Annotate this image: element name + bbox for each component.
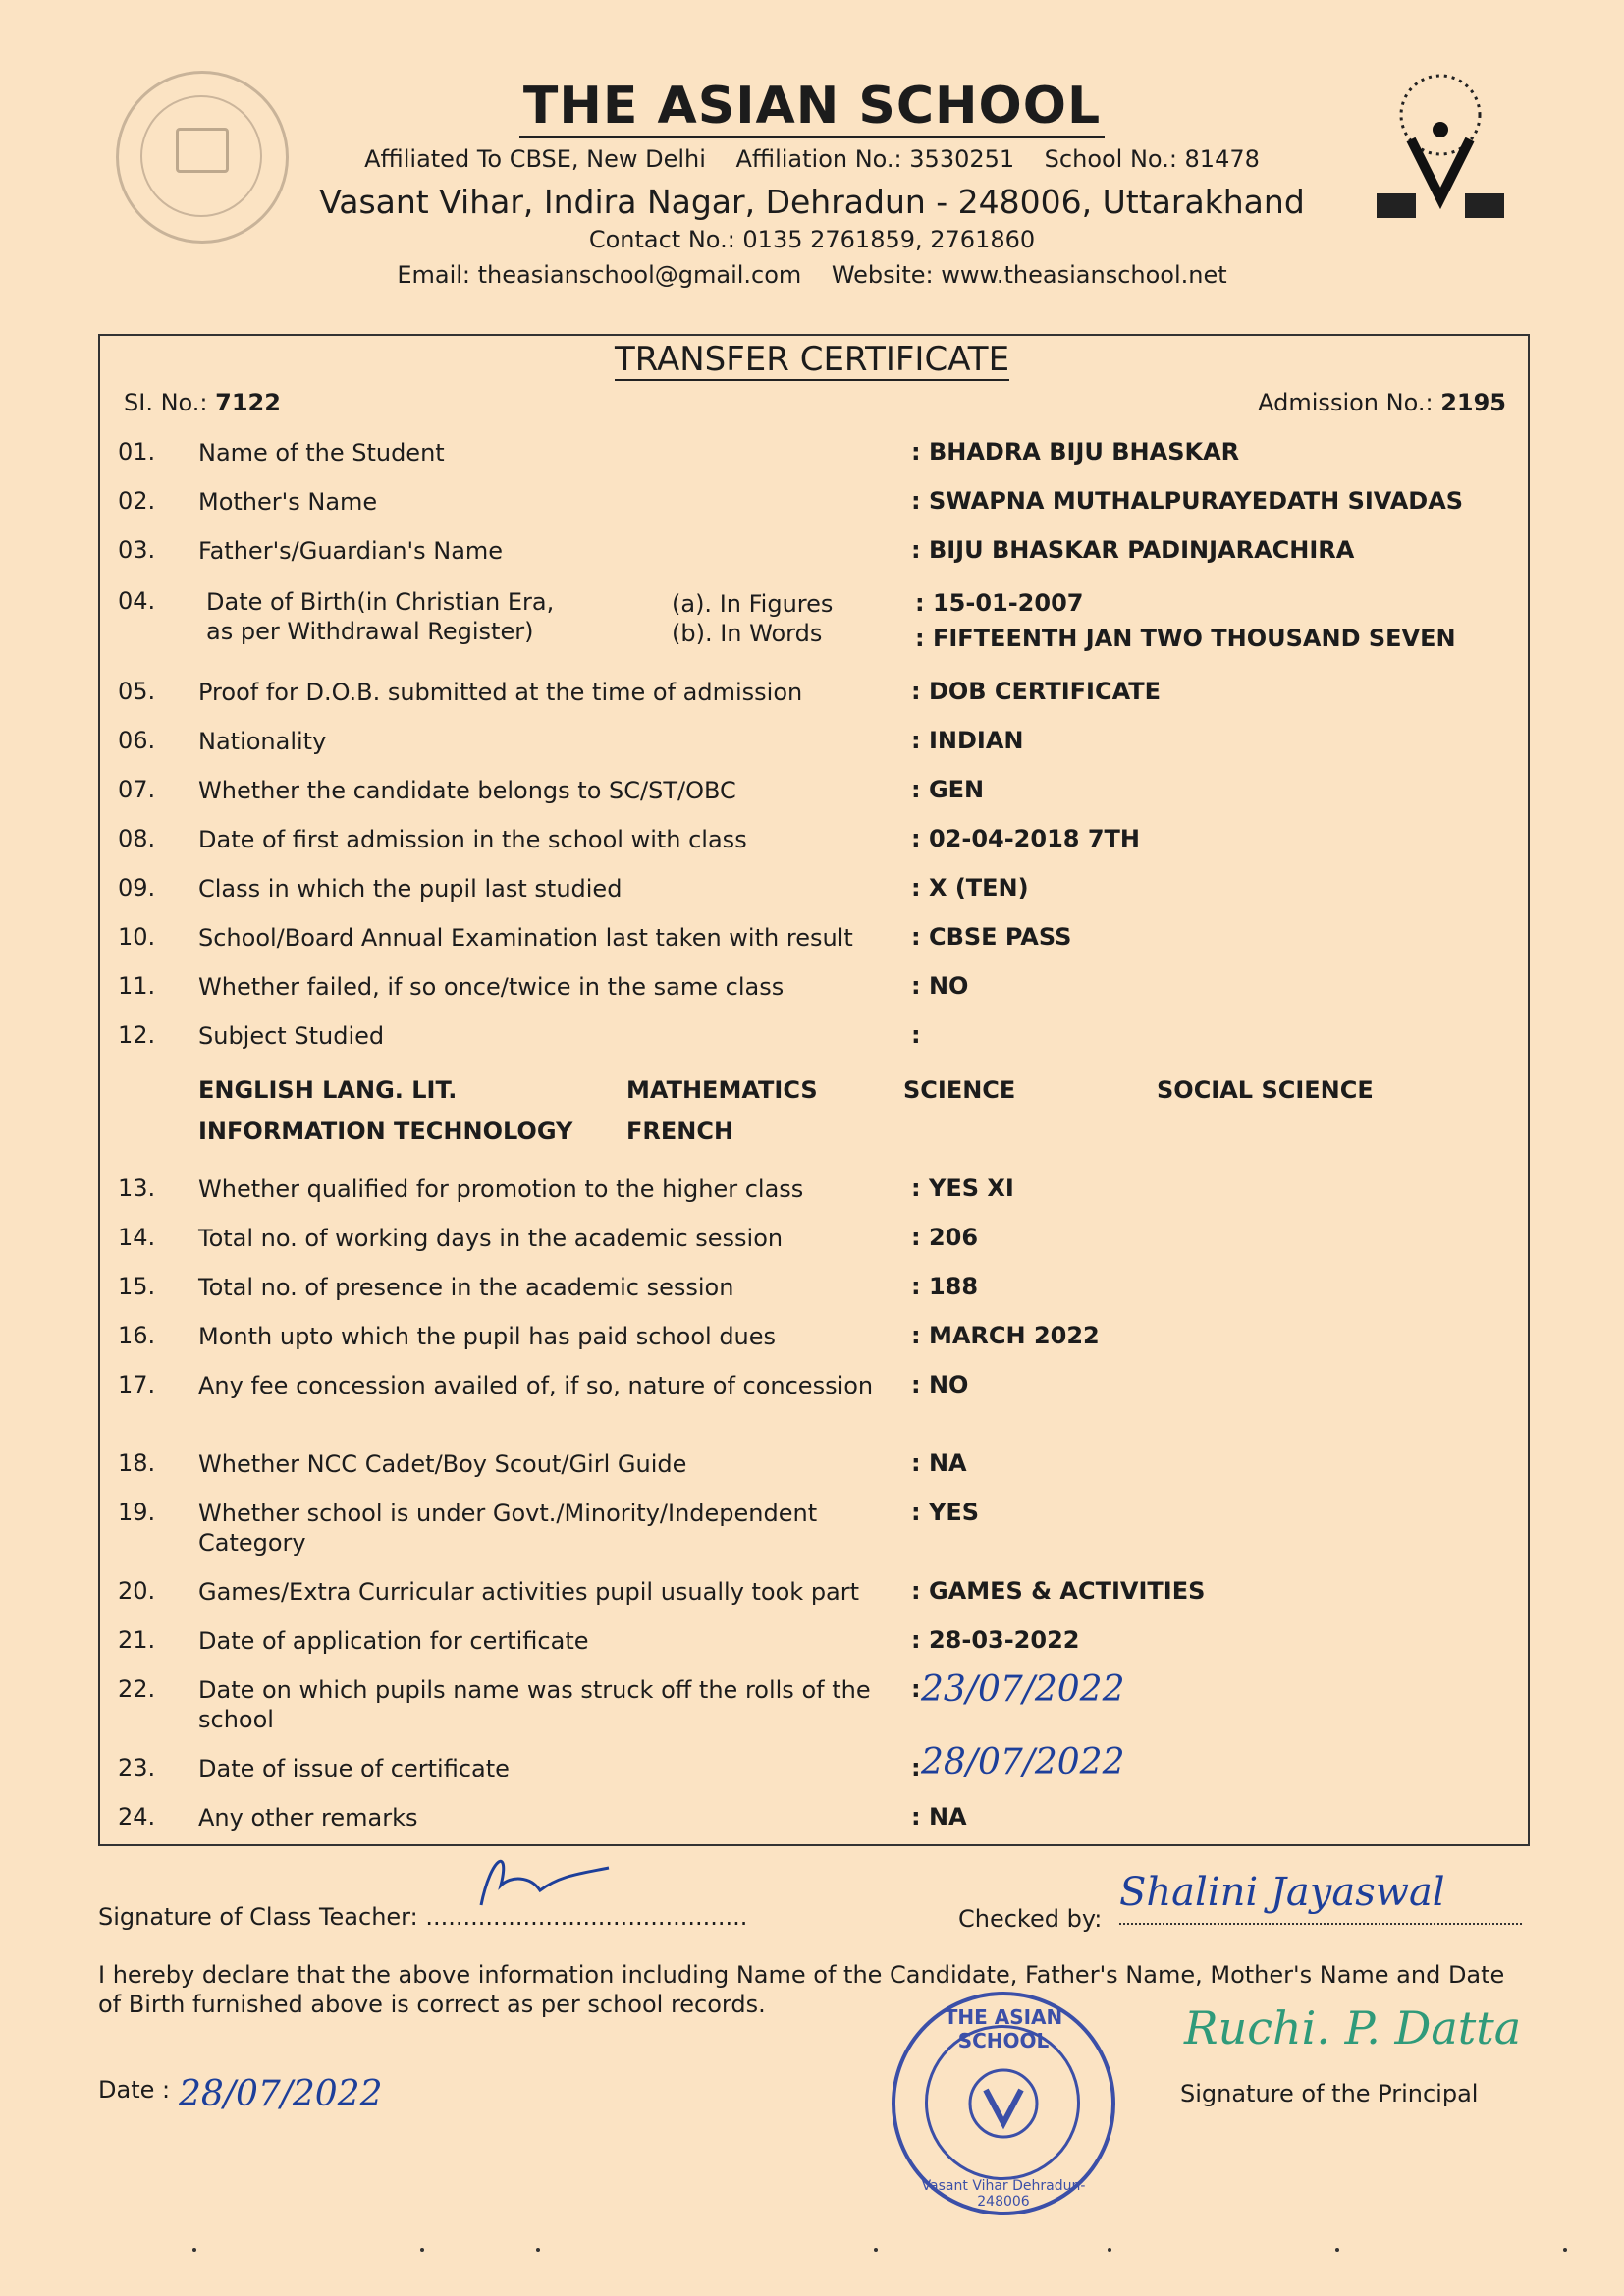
field-value: : BHADRA BIJU BHASKAR bbox=[911, 438, 1240, 465]
field-label: Month upto which the pupil has paid school dues bbox=[198, 1323, 777, 1350]
class-teacher-signature-label: Signature of Class Teacher: ........................................... bbox=[98, 1903, 748, 1931]
field-label: Any other remarks bbox=[198, 1804, 418, 1831]
field-value: : bbox=[911, 1754, 921, 1781]
field-label: Father's/Guardian's Name bbox=[198, 537, 504, 565]
field-value: : bbox=[911, 1675, 921, 1703]
field-value: : 206 bbox=[911, 1224, 979, 1251]
checked-by-line bbox=[1119, 1923, 1522, 1925]
field-value: : 188 bbox=[911, 1273, 979, 1300]
field-value: : CBSE PASS bbox=[911, 923, 1072, 951]
contact-line: Contact No.: 0135 2761859, 2761860 bbox=[588, 226, 1036, 253]
field-label: School/Board Annual Examination last taken with result bbox=[198, 924, 853, 952]
field-label: Mother's Name bbox=[198, 488, 378, 516]
field-value: : X (TEN) bbox=[911, 874, 1029, 902]
field-label: Any fee concession availed of, if so, nature of concession bbox=[198, 1372, 874, 1399]
field-value: : GAMES & ACTIVITIES bbox=[911, 1577, 1206, 1605]
stamp-logo-icon bbox=[966, 2066, 1041, 2141]
row-number: 06. bbox=[118, 727, 156, 754]
field-value: : YES bbox=[911, 1499, 980, 1526]
stamp-top-text: THE ASIAN SCHOOL bbox=[944, 2005, 1063, 2052]
principal-signature-label: Signature of the Principal bbox=[1180, 2080, 1479, 2107]
subject-item: MATHEMATICS bbox=[626, 1076, 818, 1104]
serial-number: SI. No.: 7122 bbox=[124, 389, 281, 416]
declaration-text: I hereby declare that the above information including Name of the Candidate, Father's Name, Mother's Name and Date of Birth furnished above is correct as per school records. bbox=[98, 1961, 1505, 2018]
field-label: Class in which the pupil last studied bbox=[198, 875, 623, 902]
row-number: 05. bbox=[118, 678, 156, 705]
row-number: 02. bbox=[118, 487, 156, 515]
field-label: Nationality bbox=[198, 728, 327, 755]
checked-by-label: Checked by: bbox=[958, 1905, 1103, 1933]
field-label: Whether the candidate belongs to SC/ST/OBC bbox=[198, 777, 736, 804]
field-label: Whether NCC Cadet/Boy Scout/Girl Guide bbox=[198, 1450, 687, 1478]
subject-item: SCIENCE bbox=[903, 1076, 1016, 1104]
subject-item: FRENCH bbox=[626, 1118, 734, 1145]
field-label: Subject Studied bbox=[198, 1022, 385, 1050]
field-label: Proof for D.O.B. submitted at the time of admission bbox=[198, 679, 803, 706]
row-number: 23. bbox=[118, 1754, 156, 1781]
row-number: 12. bbox=[118, 1021, 156, 1049]
row-number: 16. bbox=[118, 1322, 156, 1349]
handwritten-footer-date: 28/07/2022 bbox=[179, 2074, 383, 2114]
row-number: 11. bbox=[118, 972, 156, 1000]
row-number: 01. bbox=[118, 438, 156, 465]
subject-item: ENGLISH LANG. LIT. bbox=[198, 1076, 458, 1104]
field-label: Date of application for certificate bbox=[198, 1627, 589, 1655]
field-value: : NO bbox=[911, 1371, 969, 1398]
subject-item: INFORMATION TECHNOLOGY bbox=[198, 1118, 573, 1145]
row-number: 21. bbox=[118, 1626, 156, 1654]
field-value: : MARCH 2022 bbox=[911, 1322, 1100, 1349]
field-label: Name of the Student bbox=[198, 439, 445, 466]
field-label: Date on which pupils name was struck off the rolls of the school bbox=[198, 1676, 871, 1733]
row-number: 18. bbox=[118, 1449, 156, 1477]
field-value: : YES XI bbox=[911, 1175, 1014, 1202]
row-number: 15. bbox=[118, 1273, 156, 1300]
row-number: 08. bbox=[118, 825, 156, 852]
dob-label-2: as per Withdrawal Register) bbox=[206, 618, 534, 645]
field-value: : bbox=[911, 1021, 921, 1049]
school-address: Vasant Vihar, Indira Nagar, Dehradun - 248006, Uttarakhand bbox=[319, 183, 1305, 221]
row-number: 24. bbox=[118, 1803, 156, 1831]
row-number: 07. bbox=[118, 776, 156, 803]
field-value: : DOB CERTIFICATE bbox=[911, 678, 1162, 705]
field-label: Whether failed, if so once/twice in the same class bbox=[198, 973, 785, 1001]
class-teacher-signature bbox=[471, 1846, 619, 1915]
row-number: 10. bbox=[118, 923, 156, 951]
dob-figures-value: : 15-01-2007 bbox=[915, 589, 1084, 617]
stamp-bottom-text: Vasant Vihar Dehradun-248006 bbox=[921, 2178, 1086, 2210]
certificate-title: TRANSFER CERTIFICATE bbox=[614, 340, 1010, 379]
principal-signature: Ruchi. P. Datta bbox=[1184, 2001, 1522, 2054]
field-value: : NA bbox=[911, 1803, 967, 1831]
field-label: Whether school is under Govt./Minority/Independent Category bbox=[198, 1500, 818, 1557]
field-value: : 28-03-2022 bbox=[911, 1626, 1080, 1654]
field-value: : NO bbox=[911, 972, 969, 1000]
field-label: Whether qualified for promotion to the higher class bbox=[198, 1175, 804, 1203]
field-value: : BIJU BHASKAR PADINJARACHIRA bbox=[911, 536, 1355, 564]
scan-edge-dots bbox=[0, 2245, 1624, 2255]
affiliation-line: Affiliated To CBSE, New Delhi Affiliation No.: 3530251 School No.: 81478 bbox=[364, 145, 1260, 173]
field-value: : GEN bbox=[911, 776, 985, 803]
handwritten-issue-date: 28/07/2022 bbox=[921, 1742, 1125, 1782]
row-number: 09. bbox=[118, 874, 156, 902]
row-number: 19. bbox=[118, 1499, 156, 1526]
field-value: : 02-04-2018 7TH bbox=[911, 825, 1140, 852]
school-name: THE ASIAN SCHOOL bbox=[0, 77, 1624, 136]
subject-item: SOCIAL SCIENCE bbox=[1157, 1076, 1374, 1104]
dob-label-1: Date of Birth(in Christian Era, bbox=[206, 588, 555, 616]
row-number: 20. bbox=[118, 1577, 156, 1605]
dob-figures-label: (a). In Figures bbox=[672, 590, 834, 618]
field-label: Games/Extra Curricular activities pupil usually took part bbox=[198, 1578, 860, 1606]
dob-words-value: : FIFTEENTH JAN TWO THOUSAND SEVEN bbox=[915, 625, 1456, 652]
field-label: Date of first admission in the school with class bbox=[198, 826, 747, 853]
row-number: 04. bbox=[118, 587, 156, 615]
row-number: 03. bbox=[118, 536, 156, 564]
handwritten-struck-off-date: 23/07/2022 bbox=[921, 1669, 1125, 1710]
checked-by-signature: Shalini Jayaswal bbox=[1119, 1870, 1445, 1915]
field-value: : NA bbox=[911, 1449, 967, 1477]
dob-words-label: (b). In Words bbox=[672, 620, 823, 647]
row-number: 14. bbox=[118, 1224, 156, 1251]
row-number: 17. bbox=[118, 1371, 156, 1398]
email-website-line: Email: theasianschool@gmail.com Website: www.theasianschool.net bbox=[397, 261, 1227, 289]
admission-number: Admission No.: 2195 bbox=[1258, 389, 1506, 416]
field-value: : INDIAN bbox=[911, 727, 1024, 754]
field-value: : SWAPNA MUTHALPURAYEDATH SIVADAS bbox=[911, 487, 1464, 515]
row-number: 13. bbox=[118, 1175, 156, 1202]
date-label: Date : bbox=[98, 2076, 171, 2104]
school-stamp bbox=[892, 1992, 1115, 2215]
row-number: 22. bbox=[118, 1675, 156, 1703]
field-label: Total no. of presence in the academic session bbox=[198, 1274, 734, 1301]
field-label: Total no. of working days in the academic session bbox=[198, 1225, 784, 1252]
field-label: Date of issue of certificate bbox=[198, 1755, 510, 1782]
